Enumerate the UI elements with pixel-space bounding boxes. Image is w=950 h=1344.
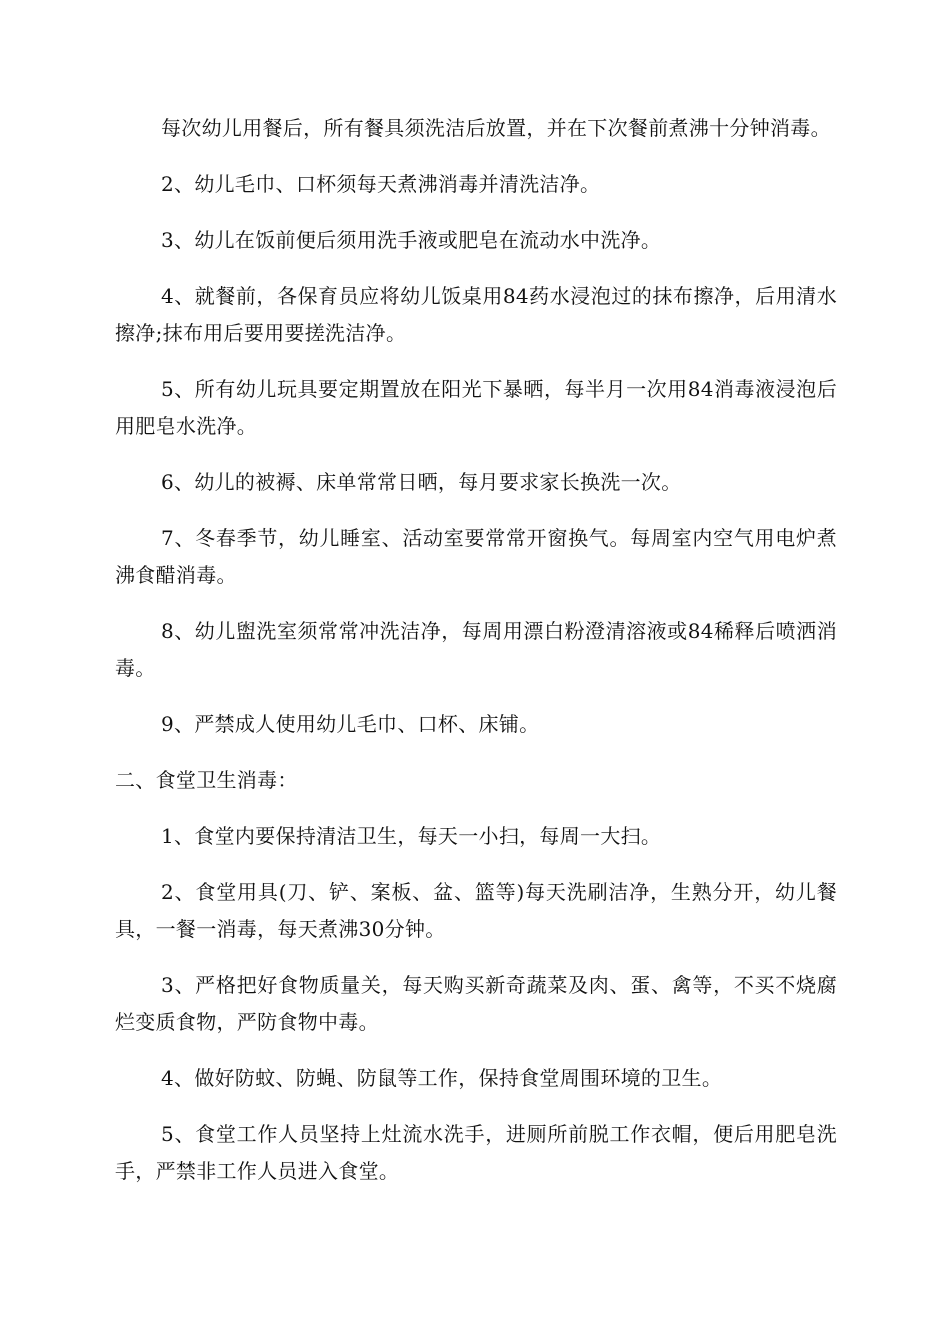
paragraph-canteen-item-4-pest-control: 4、做好防蚊、防蝇、防鼠等工作，保持食堂周围环境的卫生。 <box>161 1066 723 1090</box>
paragraph-item-4-table-wiping: 4、就餐前，各保育员应将幼儿饭桌用84药水浸泡过的抹布擦净，后用清水擦净;抹布用后要用要搓洗洁净。 <box>115 284 837 345</box>
paragraph-canteen-item-5-staff-hygiene: 5、食堂工作人员坚持上灶流水洗手，进厕所前脱工作衣帽，便后用肥皂洗手，严禁非工作人员进入食堂。 <box>115 1122 837 1183</box>
paragraph-item-8-washroom: 8、幼儿盥洗室须常常冲洗洁净，每周用漂白粉澄清溶液或84稀释后喷洒消毒。 <box>115 619 837 680</box>
paragraph-item-2-towels-cups: 2、幼儿毛巾、口杯须每天煮沸消毒并清洗洁净。 <box>161 172 601 196</box>
paragraph-item-6-bedding: 6、幼儿的被褥、床单常常日晒，每月要求家长换洗一次。 <box>161 470 682 494</box>
paragraph-canteen-item-2-utensils: 2、食堂用具(刀、铲、案板、盆、篮等)每天洗刷洁净，生熟分开，幼儿餐具，一餐一消毒，每天煮沸30分钟。 <box>115 880 837 941</box>
section-heading-canteen: 二、食堂卫生消毒： <box>115 768 298 792</box>
paragraph-item-5-toys: 5、所有幼儿玩具要定期置放在阳光下暴晒，每半月一次用84消毒液浸泡后用肥皂水洗净。 <box>115 377 837 438</box>
paragraph-item-3-hand-washing: 3、幼儿在饭前便后须用洗手液或肥皂在流动水中洗净。 <box>161 228 662 252</box>
paragraph-item-7-ventilation: 7、冬春季节，幼儿睡室、活动室要常常开窗换气。每周室内空气用电炉煮沸食醋消毒。 <box>115 526 837 587</box>
paragraph-canteen-item-3-food-quality: 3、严格把好食物质量关，每天购买新奇蔬菜及肉、蛋、禽等，不买不烧腐烂变质食物，严防食物中毒。 <box>115 973 837 1034</box>
paragraph-item-9-prohibition: 9、严禁成人使用幼儿毛巾、口杯、床铺。 <box>161 712 540 736</box>
paragraph-canteen-item-1-cleaning: 1、食堂内要保持清洁卫生，每天一小扫，每周一大扫。 <box>161 824 662 848</box>
document-body <box>115 110 837 1209</box>
paragraph-tableware-disinfection: 每次幼儿用餐后，所有餐具须洗洁后放置，并在下次餐前煮沸十分钟消毒。 <box>161 116 831 140</box>
